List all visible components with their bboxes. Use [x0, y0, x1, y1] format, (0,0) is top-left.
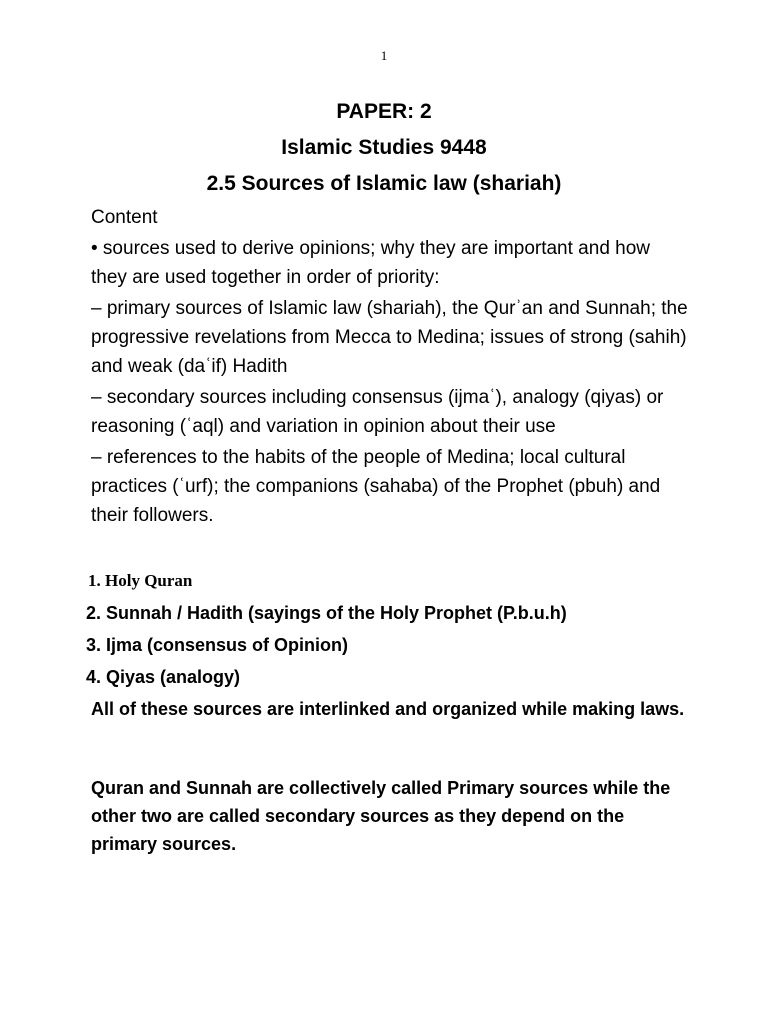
- paper-heading: PAPER: 2: [336, 100, 432, 123]
- topic-heading: 2.5 Sources of Islamic law (shariah): [206, 172, 562, 195]
- summary-interlinked: All of these sources are interlinked and organized while making laws.: [91, 699, 685, 719]
- heading-block: [0, 94, 768, 202]
- syllabus-content: [91, 203, 691, 532]
- list-item: 1. Holy Quran: [88, 571, 193, 590]
- list-item: 4. Qiyas (analogy): [86, 667, 241, 687]
- summary-primary-secondary: Quran and Sunnah are collectively called Primary sources while the other two are called secondary sources as they depend on the primary sources.: [91, 778, 671, 854]
- list-item: 3. Ijma (consensus of Opinion): [86, 635, 349, 655]
- content-label: Content: [91, 207, 158, 228]
- sources-list: [86, 565, 706, 693]
- content-paragraph: – primary sources of Islamic law (shariah), the Qurʾan and Sunnah; the progressive revelations from Mecca to Medina; issues of strong (sahih) and weak (daʿif) Hadith: [91, 298, 688, 377]
- content-paragraph: – secondary sources including consensus (ijmaʿ), analogy (qiyas) or reasoning (ʿaql) and variation in opinion about their use: [91, 387, 664, 437]
- content-paragraph: – references to the habits of the people of Medina; local cultural practices (ʿurf); the companions (sahaba) of the Prophet (pbuh) and their followers.: [91, 447, 661, 526]
- content-paragraph: • sources used to derive opinions; why they are important and how they are used together in order of priority:: [91, 238, 651, 288]
- page-number: 1: [380, 48, 388, 63]
- course-heading: Islamic Studies 9448: [281, 136, 487, 159]
- list-item: 2. Sunnah / Hadith (sayings of the Holy Prophet (P.b.u.h): [86, 603, 567, 623]
